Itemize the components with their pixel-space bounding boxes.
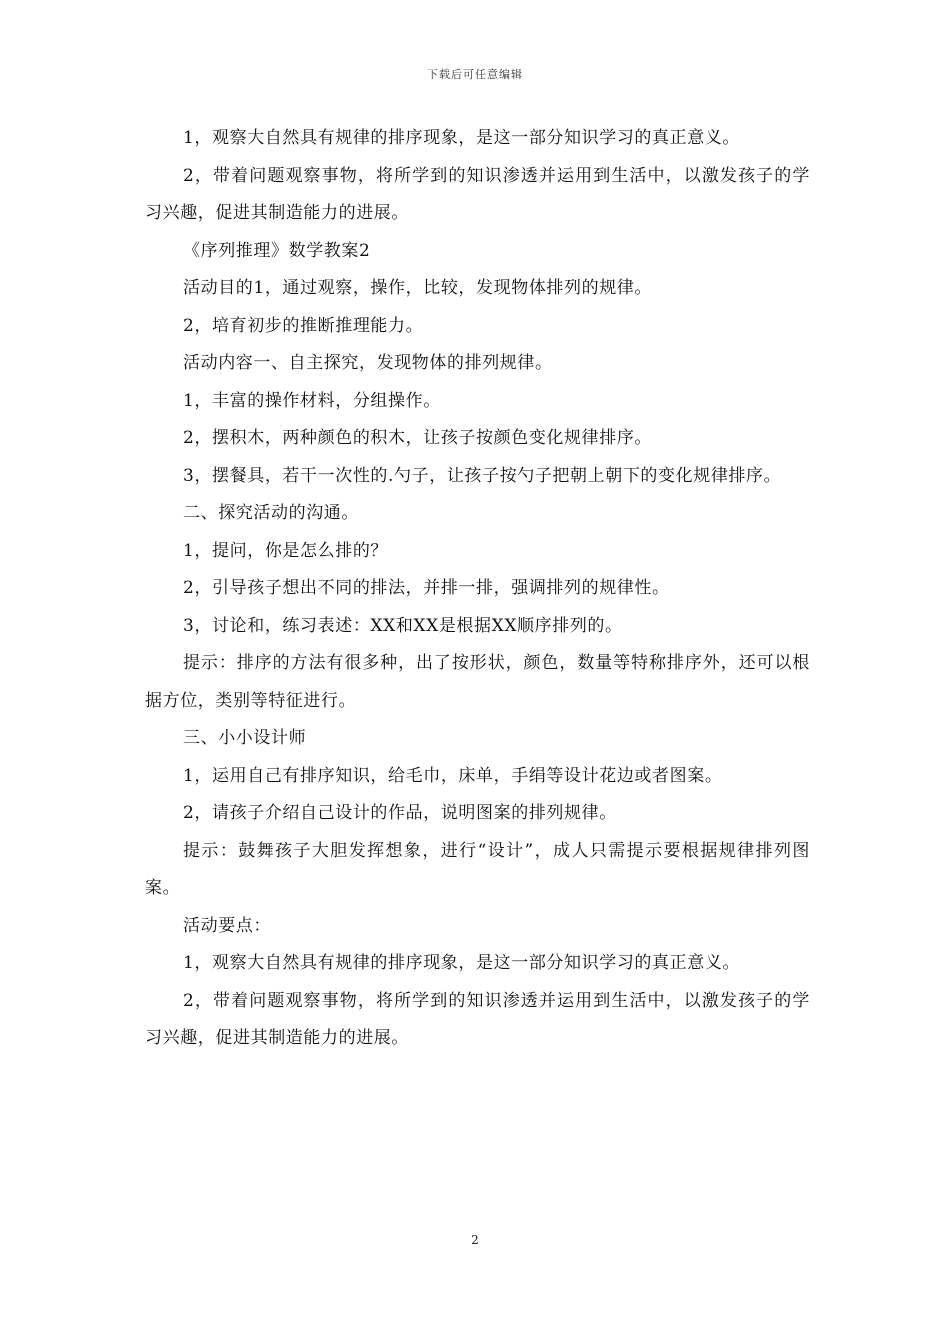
paragraph-7: 1，丰富的操作材料，分组操作。 xyxy=(183,390,441,411)
paragraph-19: 活动要点： xyxy=(183,915,271,936)
paragraph-6: 活动内容一、自主探究，发现物体的排列规律。 xyxy=(183,353,553,373)
paragraph-8: 2，摆积木，两种颜色的积木，让孩子按颜色变化规律排序。 xyxy=(183,428,653,448)
paragraph-4: 活动目的1，通过观察，操作，比较，发现物体排列的规律。 xyxy=(183,278,653,298)
paragraph-20: 1，观察大自然具有规律的排序现象，是这一部分知识学习的真正意义。 xyxy=(183,953,741,973)
paragraph-5: 2，培育初步的推断推理能力。 xyxy=(183,315,424,336)
paragraph-9: 3，摆餐具，若干一次性的.勺子，让孩子按勺子把朝上朝下的变化规律排序。 xyxy=(183,465,782,486)
section-title: 《序列推理》数学教案2 xyxy=(183,240,371,261)
document-body xyxy=(145,120,810,1058)
paragraph-1: 1，观察大自然具有规律的排序现象，是这一部分知识学习的真正意义。 xyxy=(183,128,741,148)
paragraph-11: 1，提问，你是怎么排的？ xyxy=(183,540,389,561)
paragraph-2: 2，带着问题观察事物，将所学到的知识渗透并运用到生活中，以激发孩子的学习兴趣，促进其制造能力的进展。 xyxy=(145,165,810,223)
paragraph-10: 二、探究活动的沟通。 xyxy=(183,503,359,523)
page-header: 下载后可任意编辑 xyxy=(427,68,523,81)
paragraph-15: 三、小小设计师 xyxy=(183,728,307,748)
page-number: 2 xyxy=(471,1233,479,1247)
paragraph-13: 3，讨论和，练习表述：XX和XX是根据XX顺序排列的。 xyxy=(183,615,623,636)
paragraph-21: 2，带着问题观察事物，将所学到的知识渗透并运用到生活中，以激发孩子的学习兴趣，促进其制造能力的进展。 xyxy=(145,990,810,1048)
paragraph-17: 2，请孩子介绍自己设计的作品，说明图案的排列规律。 xyxy=(183,803,617,823)
paragraph-12: 2，引导孩子想出不同的排法，并排一排，强调排列的规律性。 xyxy=(183,578,670,598)
paragraph-16: 1，运用自己有排序知识，给毛巾，床单，手绢等设计花边或者图案。 xyxy=(183,765,723,786)
paragraph-14: 提示：排序的方法有很多种，出了按形状，颜色，数量等特称排序外，还可以根据方位，类别等特征进行。 xyxy=(145,653,810,711)
paragraph-18: 提示：鼓舞孩子大胆发挥想象，进行“设计”，成人只需提示要根据规律排列图案。 xyxy=(145,840,810,898)
